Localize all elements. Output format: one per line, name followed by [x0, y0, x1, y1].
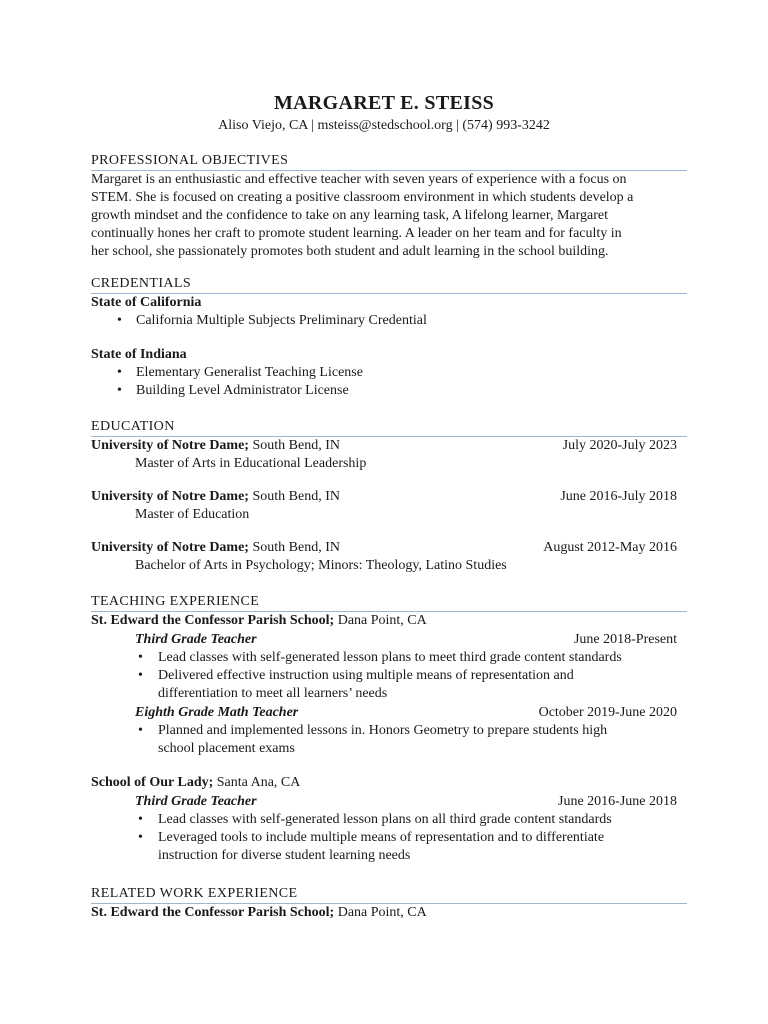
credential-state: State of California — [91, 295, 202, 310]
education-entry — [91, 488, 687, 506]
employer-location: Santa Ana, CA — [213, 775, 301, 790]
bullet-icon: • — [117, 313, 122, 328]
degree: Master of Education — [135, 507, 250, 522]
role-dates: June 2018-Present — [573, 632, 677, 647]
bullet-icon: • — [117, 383, 122, 398]
list-item: • Lead classes with self-generated lesson plans on all third grade content standards — [138, 812, 612, 827]
list-item: • California Multiple Subjects Preliminary Credential — [117, 313, 427, 328]
education-entry — [91, 539, 687, 557]
section-title: PROFESSIONAL OBJECTIVES — [91, 152, 687, 171]
role-row — [91, 630, 687, 649]
section-title: RELATED WORK EXPERIENCE — [91, 885, 687, 904]
list-item: • Elementary Generalist Teaching License — [117, 365, 363, 380]
role-dates: June 2016-June 2018 — [558, 794, 677, 809]
employer-row — [91, 774, 687, 792]
bullet-icon: • — [138, 650, 143, 665]
degree: Bachelor of Arts in Psychology; Minors: Theology, Latino Studies — [135, 558, 507, 573]
section-title: TEACHING EXPERIENCE — [91, 593, 687, 612]
school-location: South Bend, IN — [248, 489, 340, 504]
bullet-icon: • — [138, 723, 143, 738]
role-dates: October 2019-June 2020 — [538, 705, 677, 720]
list-item: • Delivered effective instruction using multiple means of representation and differentiation to meet all learners’ needs — [138, 668, 574, 701]
education-entry — [91, 437, 687, 455]
bullet-icon: • — [138, 812, 143, 827]
education-dates: July 2020-July 2023 — [562, 438, 677, 453]
school-name: University of Notre Dame; — [91, 489, 249, 504]
objective-line: Margaret is an enthusiastic and effective teacher with seven years of experience with a focus on — [91, 172, 627, 187]
duty-list — [91, 722, 687, 758]
objective-line: growth mindset and the confidence to take on any learning task, A lifelong learner, Margaret — [91, 208, 609, 223]
bullet-icon: • — [138, 830, 143, 845]
section-professional-objectives — [91, 152, 687, 261]
employer-name: St. Edward the Confessor Parish School; — [91, 613, 335, 628]
objective-line: continually hones her craft to promote student learning. A leader on her team and for faculty in — [91, 226, 622, 241]
school-location: South Bend, IN — [248, 540, 340, 555]
employer-location: Dana Point, CA — [334, 613, 427, 628]
section-education — [91, 418, 687, 575]
employer-name: School of Our Lady; — [91, 775, 214, 790]
list-item: • Lead classes with self-generated lesson plans to meet third grade content standards — [138, 650, 622, 665]
school-location: South Bend, IN — [248, 438, 340, 453]
role-row — [91, 703, 687, 722]
duty-list — [91, 811, 687, 865]
degree: Master of Arts in Educational Leadership — [135, 456, 367, 471]
section-title: CREDENTIALS — [91, 275, 687, 294]
bullet-icon: • — [117, 365, 122, 380]
credential-list — [91, 364, 687, 400]
duty-list — [91, 649, 687, 703]
school-name: University of Notre Dame; — [91, 540, 249, 555]
candidate-name: MARGARET E. STEISS — [273, 92, 495, 114]
role-title: Eighth Grade Math Teacher — [135, 705, 299, 720]
school-name: University of Notre Dame; — [91, 438, 249, 453]
contact-line: Aliso Viejo, CA | msteiss@stedschool.org | (574) 993-3242 — [218, 118, 550, 133]
employer-row — [91, 904, 687, 922]
education-dates: August 2012-May 2016 — [543, 540, 677, 555]
employer-name: St. Edward the Confessor Parish School; — [91, 905, 335, 920]
employer-row — [91, 612, 687, 630]
role-title: Third Grade Teacher — [135, 632, 257, 647]
objective-line: STEM. She is focused on creating a positive classroom environment in which students develop a — [91, 190, 634, 205]
section-title: EDUCATION — [91, 418, 687, 437]
objective-line: her school, she passionately promotes both student and adult learning in the school building. — [91, 244, 609, 259]
education-dates: June 2016-July 2018 — [560, 489, 677, 504]
employer-location: Dana Point, CA — [334, 905, 427, 920]
credential-state: State of Indiana — [91, 347, 187, 362]
list-item: • Planned and implemented lessons in. Honors Geometry to prepare students high school placement exams — [138, 723, 608, 756]
section-related-work-experience — [91, 885, 687, 922]
bullet-icon: • — [138, 668, 143, 683]
list-item: • Leveraged tools to include multiple means of representation and to differentiate instruction for diverse student learning needs — [138, 830, 605, 863]
section-teaching-experience — [91, 593, 687, 865]
role-row — [91, 792, 687, 811]
credential-list — [91, 312, 687, 330]
section-credentials — [91, 275, 687, 400]
list-item: • Building Level Administrator License — [117, 383, 349, 398]
role-title: Third Grade Teacher — [135, 794, 257, 809]
